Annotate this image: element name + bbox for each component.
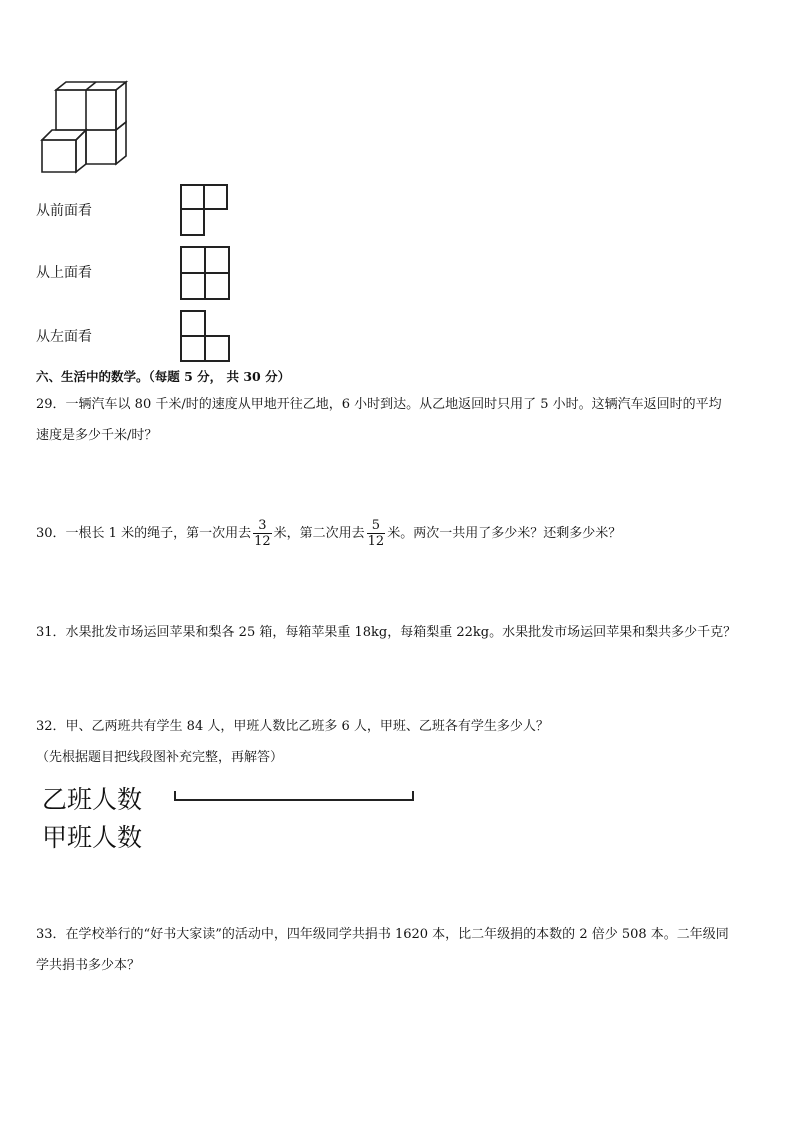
fraction-5-12 xyxy=(367,518,386,549)
q32-line1: 32．甲、乙两班共有学生 84 人，甲班人数比乙班多 6 人，甲班、乙班各有学生多少人？ xyxy=(36,719,549,734)
label-class-jia: 甲班人数 xyxy=(42,823,143,852)
q30-text-part3: 米。两次一共用了多少米？还剩多少米？ xyxy=(387,526,622,541)
label-class-yi: 乙班人数 xyxy=(42,785,143,814)
front-view-figure xyxy=(180,184,230,238)
q33-line1: 33．在学校举行的“好书大家读”的活动中，四年级同学共捐书 1620 本，比二年级捐的本数的 2 倍少 508 本。二年级同 xyxy=(36,927,729,942)
fraction1-numerator: 3 xyxy=(253,518,272,534)
q31-text: 31．水果批发市场运回苹果和梨各 25 箱，每箱苹果重 18kg，每箱梨重 22kg。水果批发市场运回苹果和梨共多少千克？ xyxy=(36,625,737,640)
q30-line xyxy=(36,514,621,554)
fraction-3-12 xyxy=(253,518,272,549)
q29-line2: 速度是多少千米/时？ xyxy=(36,428,158,443)
q30-text-part1: 30．一根长 1 米的绳子，第一次用去 xyxy=(36,526,252,541)
view-label-top: 从上面看 xyxy=(36,265,92,281)
section-heading: 六、生活中的数学。（每题 5 分， 共 30 分） xyxy=(36,369,291,384)
q30-text-part2: 米，第二次用去 xyxy=(273,526,365,541)
fraction2-numerator: 5 xyxy=(367,518,386,534)
left-view-figure xyxy=(180,310,232,364)
view-label-left: 从左面看 xyxy=(36,329,92,345)
q29-line1: 29．一辆汽车以 80 千米/时的速度从甲地开往乙地，6 小时到达。从乙地返回时只用了 5 小时。这辆汽车返回时的平均 xyxy=(36,397,722,412)
view-label-front: 从前面看 xyxy=(36,203,92,219)
segment-diagram-yi xyxy=(172,790,418,806)
fraction2-denominator: 12 xyxy=(367,534,385,549)
cube-figure xyxy=(38,82,134,174)
q33-line2: 学共捐书多少本？ xyxy=(36,958,141,973)
fraction1-denominator: 12 xyxy=(254,534,271,549)
q32-line2: （先根据题目把线段图补充完整，再解答） xyxy=(36,750,284,765)
top-view-figure xyxy=(180,246,232,302)
